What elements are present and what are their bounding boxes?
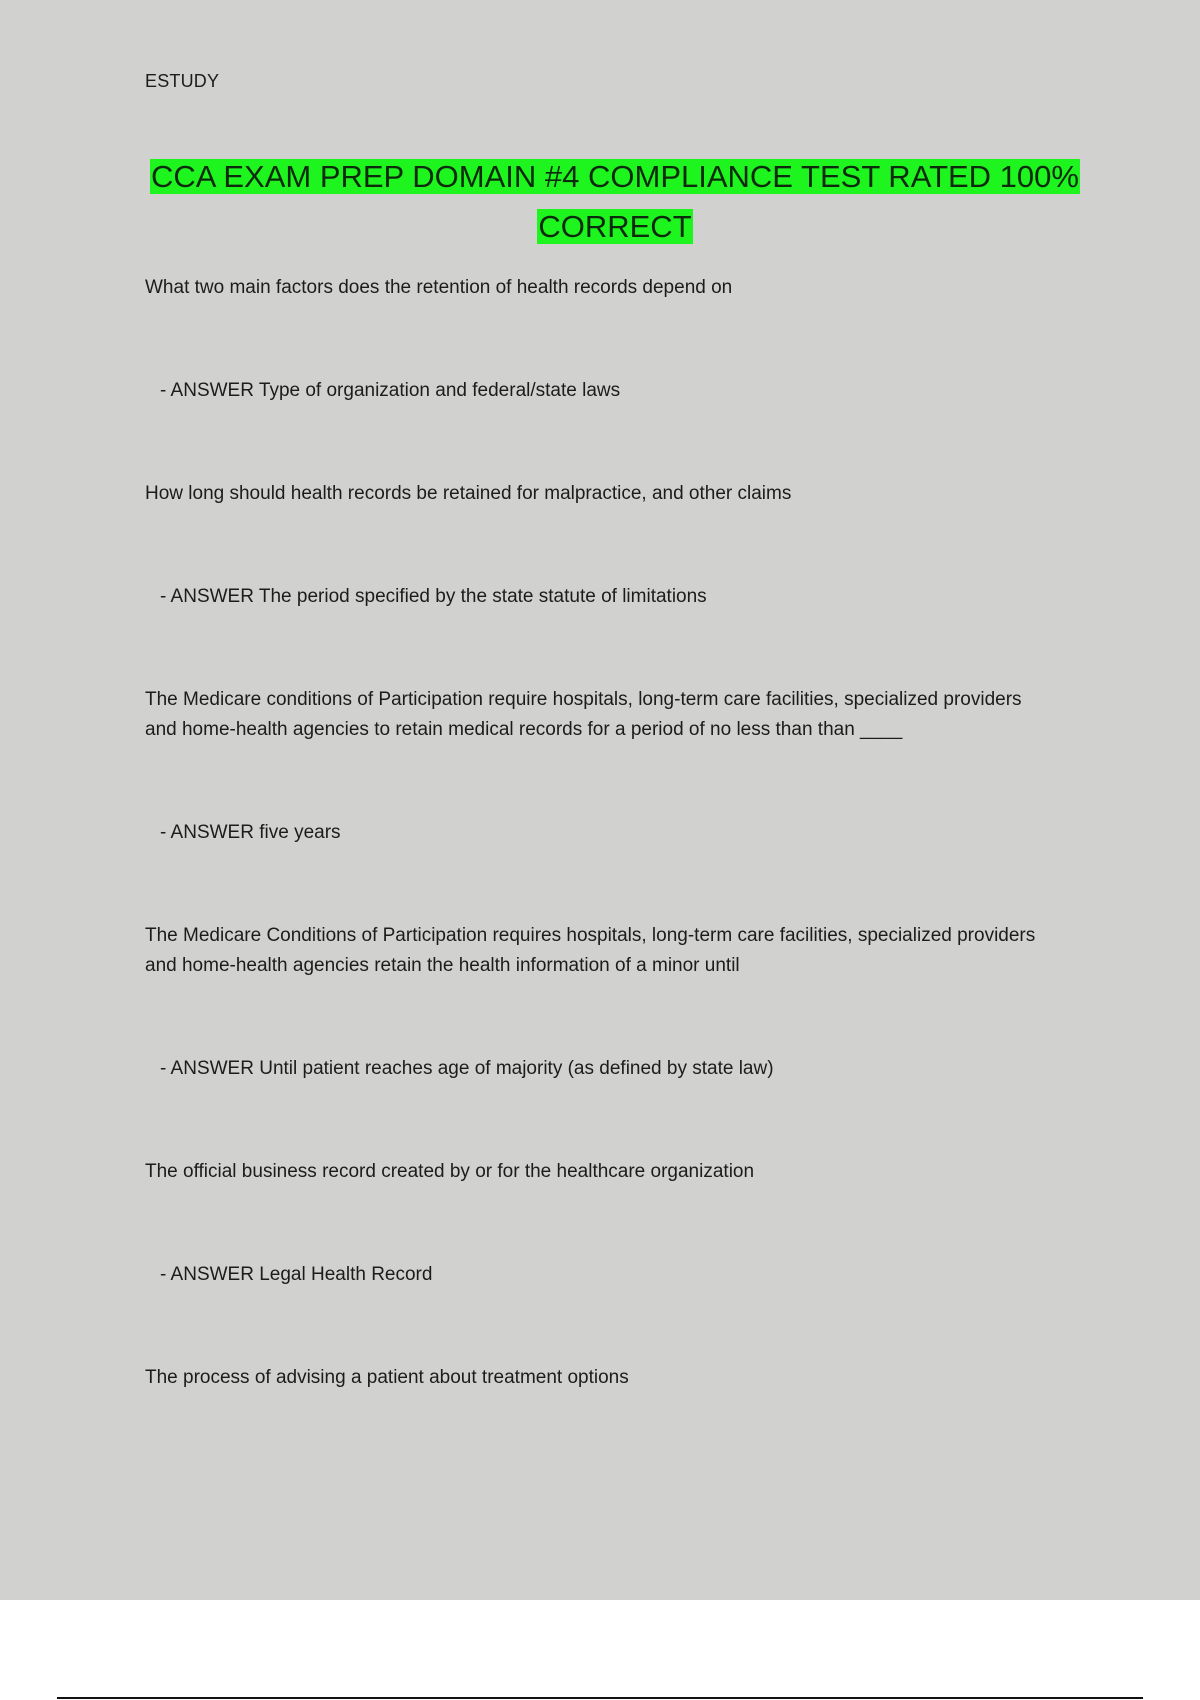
title-highlight: CCA EXAM PREP DOMAIN #4 COMPLIANCE TEST RATED 100% CORRECT — [151, 159, 1079, 244]
question-3: The Medicare conditions of Participation require hospitals, long-term care facilities, specialized providers and home-health agencies to retain medical records for a period of no less than than ____ — [145, 689, 1022, 740]
footer-rule — [57, 1697, 1143, 1699]
document-header: ESTUDY — [145, 71, 220, 91]
question-5: The official business record created by or for the healthcare organization — [145, 1161, 755, 1182]
question-4: The Medicare Conditions of Participation requires hospitals, long-term care facilities, specialized providers and home-health agencies retain the health information of a minor until — [145, 925, 1036, 976]
question-6: The process of advising a patient about treatment options — [145, 1367, 629, 1388]
answer-1: - ANSWER Type of organization and federal/state laws — [160, 380, 621, 401]
document-title — [140, 152, 1090, 252]
answer-5: - ANSWER Legal Health Record — [160, 1264, 433, 1285]
answer-3: - ANSWER five years — [160, 822, 341, 843]
question-1: What two main factors does the retention of health records depend on — [145, 277, 733, 298]
answer-2: - ANSWER The period specified by the state statute of limitations — [160, 586, 707, 607]
answer-4: - ANSWER Until patient reaches age of majority (as defined by state law) — [160, 1058, 774, 1079]
question-2: How long should health records be retained for malpractice, and other claims — [145, 483, 792, 504]
